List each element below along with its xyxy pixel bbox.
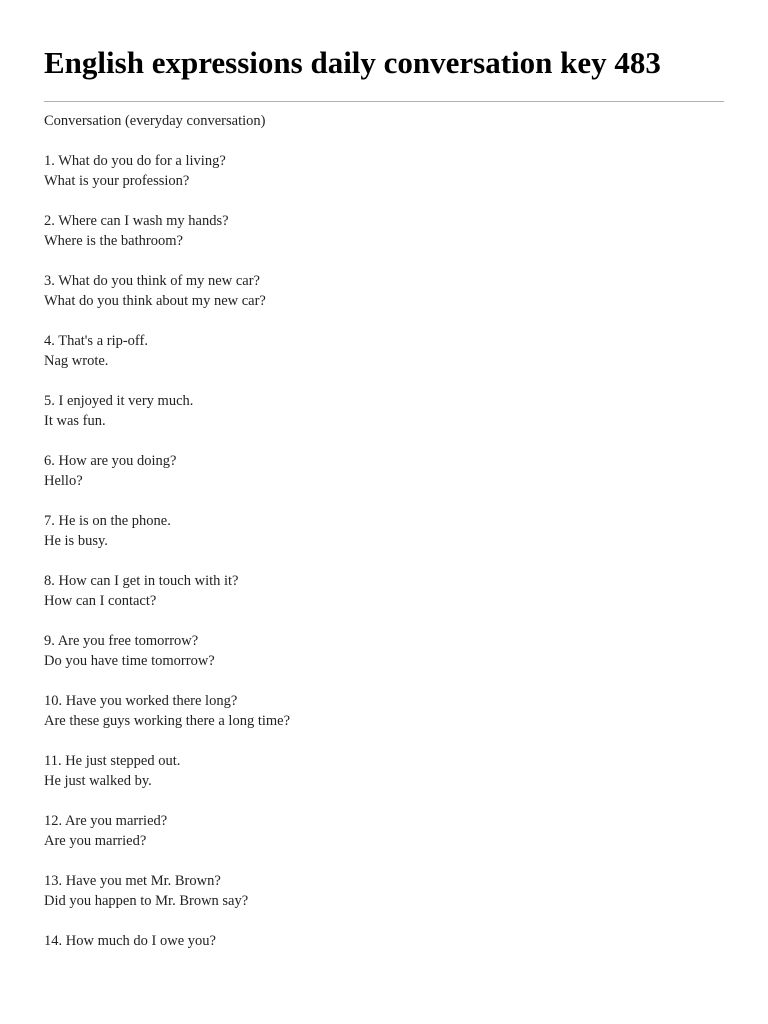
item-answer: What is your profession?: [44, 173, 190, 189]
item-answer: Nag wrote.: [44, 353, 109, 369]
item-question: 2. Where can I wash my hands?: [44, 213, 229, 229]
list-item: [44, 631, 724, 671]
item-question: 13. Have you met Mr. Brown?: [44, 873, 221, 889]
item-answer: Where is the bathroom?: [44, 233, 183, 249]
item-answer: It was fun.: [44, 413, 106, 429]
item-question: 14. How much do I owe you?: [44, 933, 216, 949]
list-item: [44, 151, 724, 191]
item-answer: Did you happen to Mr. Brown say?: [44, 893, 249, 909]
item-answer: Hello?: [44, 473, 83, 489]
item-question: 5. I enjoyed it very much.: [44, 393, 194, 409]
list-item: [44, 931, 724, 951]
item-question: 9. Are you free tomorrow?: [44, 633, 199, 649]
item-question: 10. Have you worked there long?: [44, 693, 238, 709]
item-answer: What do you think about my new car?: [44, 293, 266, 309]
list-item: [44, 511, 724, 551]
item-question: 6. How are you doing?: [44, 453, 177, 469]
item-question: 3. What do you think of my new car?: [44, 273, 260, 289]
list-item: [44, 571, 724, 611]
title-divider: [44, 101, 724, 102]
item-question: 4. That's a rip-off.: [44, 333, 148, 349]
list-item: [44, 871, 724, 911]
item-answer: How can I contact?: [44, 593, 157, 609]
intro-text: Conversation (everyday conversation): [44, 113, 266, 129]
item-question: 11. He just stepped out.: [44, 753, 181, 769]
list-item: [44, 751, 724, 791]
document-title: English expressions daily conversation key 483: [44, 45, 661, 80]
list-item: [44, 271, 724, 311]
item-question: 12. Are you married?: [44, 813, 168, 829]
item-answer: He is busy.: [44, 533, 108, 549]
expression-list: [44, 151, 724, 951]
item-question: 1. What do you do for a living?: [44, 153, 226, 169]
list-item: [44, 391, 724, 431]
list-item: [44, 811, 724, 851]
item-answer: Are these guys working there a long time?: [44, 713, 291, 729]
list-item: [44, 331, 724, 371]
item-answer: Do you have time tomorrow?: [44, 653, 215, 669]
list-item: [44, 691, 724, 731]
item-answer: Are you married?: [44, 833, 147, 849]
item-question: 8. How can I get in touch with it?: [44, 573, 239, 589]
item-answer: He just walked by.: [44, 773, 152, 789]
item-question: 7. He is on the phone.: [44, 513, 171, 529]
list-item: [44, 451, 724, 491]
list-item: [44, 211, 724, 251]
